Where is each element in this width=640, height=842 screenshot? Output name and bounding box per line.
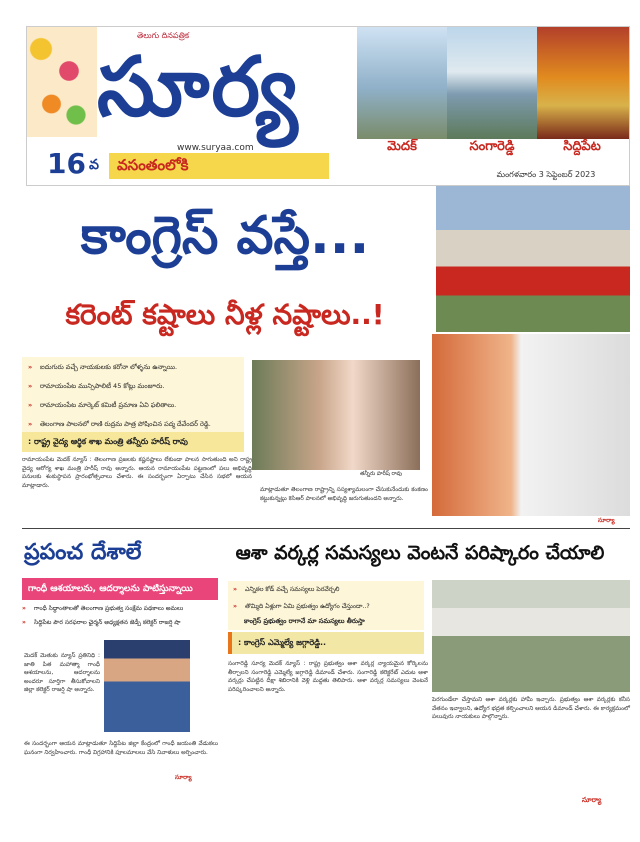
minister-speech-photo bbox=[432, 334, 630, 516]
gandhi-body-continued: ఈ సందర్భంగా ఆయన మాట్లాడుతూ సిద్దిపేట జిల్లా కేంద్రంలో గాంధీ జయంతి వేడుకలు ఘనంగా నిర్వహించారు. గాంధీ విగ్రహానికి పూలమాలలు వేసి నివాళులు అర్పించారు. bbox=[24, 741, 218, 756]
gandhi-subheading: గాంధీ ఆశయాలను, ఆదర్శాలను పాటిస్తున్నాయి bbox=[22, 578, 218, 600]
collector-photo bbox=[104, 640, 190, 732]
anniversary-suffix: వ bbox=[89, 157, 99, 173]
rally-photo bbox=[436, 186, 630, 332]
masthead bbox=[26, 26, 630, 186]
gandhi-bullet: » గాంధీ సిద్ధాంతాలతో తెలంగాణ ప్రభుత్వ సంక్షేమ పథకాలు అమలు bbox=[22, 604, 218, 614]
lead-bullet: » రామాయంపేట మార్కెట్ కమిటీ ప్రమాణ ఏవి ఫలితాలు. bbox=[28, 399, 238, 411]
masthead-tagline: తెలుగు దినపత్రిక bbox=[137, 31, 190, 40]
photo-side-caption: తన్నీరు హరీష్ రావు bbox=[360, 471, 403, 477]
photo-credit: సూర్యా bbox=[582, 796, 602, 804]
lead-body-continued: మాట్లాడుతూ తెలంగాణ రాష్ట్రాన్ని సస్యశ్యామలంగా చేసుకునేందుకు కంకణం కట్టుకున్నట్లు కెసిఆర్ పాలనలో అభివృద్ధి జరుగుతుందని అన్నారు. bbox=[260, 487, 428, 502]
lead-bullet: » రామాయంపేట మున్సిపాలిటీ 45 కోట్లు మంజూరు. bbox=[28, 380, 238, 392]
headline-sub: కరెంట్ కష్టాలు నీళ్ల నష్టాలు..! bbox=[65, 298, 385, 331]
asha-bullet: » తొమ్మిది ఏళ్లుగా ఏమి ప్రభుత్వం ఉద్యోగం చేస్తుందా..? bbox=[233, 601, 419, 612]
gandhi-bullets bbox=[22, 604, 218, 632]
asha-body-continued: పెరగుండేలా చేస్తామని ఆశా వర్కర్లకు హామీ ఇచ్చారు. ప్రభుత్వం ఆశా వర్కర్లకు కనీస వేతనం ఇవ్వాలని, ఉద్యోగ భద్రత కల్పించాలని ఆయన డిమాండ్ చేశారు. ఈ కార్యక్రమంలో పలువురు నాయకులు పాల్గొన్నారు. bbox=[432, 697, 630, 720]
asha-bullet-3: కాంగ్రెస్ ప్రభుత్వం రాగానే మా సమస్యలు తీరుస్తా bbox=[228, 612, 424, 630]
section-title-right: ఆశా వర్కర్ల సమస్యలు వెంటనే పరిష్కారం చేయాలి bbox=[235, 542, 605, 564]
gandhi-body: మెదక్ మెతుకు న్యూస్ ప్రతినిధి : జాతి పిత మహాత్మా గాంధీ ఆశయాలను, ఆదర్శాలను అందరూ సూర్తిగా తీసుకోవాలని జిల్లా కలెక్టర్ రాజర్షి షా అన్నారు. bbox=[24, 653, 100, 693]
lead-body: రామాయంపేట మెదక్ న్యూస్ : తెలంగాణ ప్రజలకు కష్టనష్టాలు లేకుండా పాలన సాగుతుంది అని రాష్ట్ర వైద్య ఆరోగ్య శాఖ మంత్రి హరీష్ రావు అన్నారు. ఆయన రామాయంపేట పట్టణంలో పలు అభివృద్ధి పనులకు శంకుస్థాపన ప్రారంభోత్సవాలు చేశారు. ఈ సందర్భంగా ఏర్పాటు చేసిన సభలో ఆయన మాట్లాడారు. bbox=[22, 457, 252, 489]
anniversary-banner: వసంతంలోకి bbox=[109, 153, 329, 179]
ribbon-cutting-photo bbox=[252, 360, 420, 470]
headline-main: కాంగ్రెస్ వస్తే... bbox=[80, 206, 370, 266]
lead-bullet: » ఐదుగురు వచ్చే నాయకులకు కరోనా లోళ్ళను ఉన్నాయి. bbox=[28, 361, 238, 373]
section-divider bbox=[22, 528, 630, 529]
section-title-left: ప్రపంచ దేశాలే bbox=[24, 540, 142, 565]
siddipet-temple-photo bbox=[537, 27, 630, 139]
asha-quote: : కాంగ్రెస్ ఎమ్మెల్యే జగ్గారెడ్డి.. bbox=[228, 632, 424, 654]
flowers-decoration bbox=[27, 27, 97, 137]
gandhi-bullet: » సిద్దిపేట పౌర సరఫరాల ఛైర్మన్ అధ్యక్షతన జెడ్పీ కలెక్టర్ రాజర్షి షా bbox=[22, 618, 218, 628]
photo-credit: సూర్యా bbox=[598, 517, 615, 524]
caption-sangareddy: సంగారెడ్డి bbox=[469, 139, 515, 154]
caption-medak: మెదక్ bbox=[387, 139, 417, 154]
lead-bullets bbox=[22, 357, 244, 441]
anniversary-number: 16 bbox=[47, 147, 86, 180]
issue-date: మంగళవారం 3 సెప్టెంబర్ 2023 bbox=[496, 170, 596, 179]
asha-protest-photo bbox=[432, 580, 630, 692]
asha-body: సంగారెడ్డి సూర్య మెదక్ న్యూస్ : రాష్ట్ర ప్రభుత్వం ఆశా వర్కర్ల న్యాయమైన కోర్కెలను తీర్చాలని సంగారెడ్డి ఎమ్మెల్యే జగ్గారెడ్డి డిమాండ్ చేశారు. సంగారెడ్డి కలెక్టరేట్ ఎదుట ఆశా వర్కర్లు చేపట్టిన దీక్షా శిబిరానికి వెళ్లి మద్దతు తెలిపారు. ఆశా వర్కర్ల సమస్యలు వెంటనే పరిష్కరించాలని అన్నారు. bbox=[228, 661, 428, 693]
website-url[interactable]: www.suryaa.com bbox=[177, 143, 254, 153]
lead-quote: : రాష్ట్ర వైద్య ఆర్థిక శాఖ మంత్రి తన్నీరు హరీష్ రావు bbox=[22, 432, 244, 452]
photo-credit: సూర్యా bbox=[175, 774, 192, 781]
caption-siddipet: సిద్దిపేట bbox=[563, 139, 601, 154]
lead-bullet: » తెలంగాణ పాలనలో రాణి రుద్రమ పాత్ర పోషించిన పద్మ దేవేందర్ రెడ్డి. bbox=[28, 418, 238, 430]
newspaper-logo: సూర్య bbox=[97, 39, 300, 135]
medak-church-photo bbox=[357, 27, 447, 139]
asha-bullet: » ఎన్నికల కోడ్ వచ్చే సమస్యలు పెరవేర్చలి bbox=[233, 584, 419, 595]
singur-dam-photo bbox=[447, 27, 537, 139]
